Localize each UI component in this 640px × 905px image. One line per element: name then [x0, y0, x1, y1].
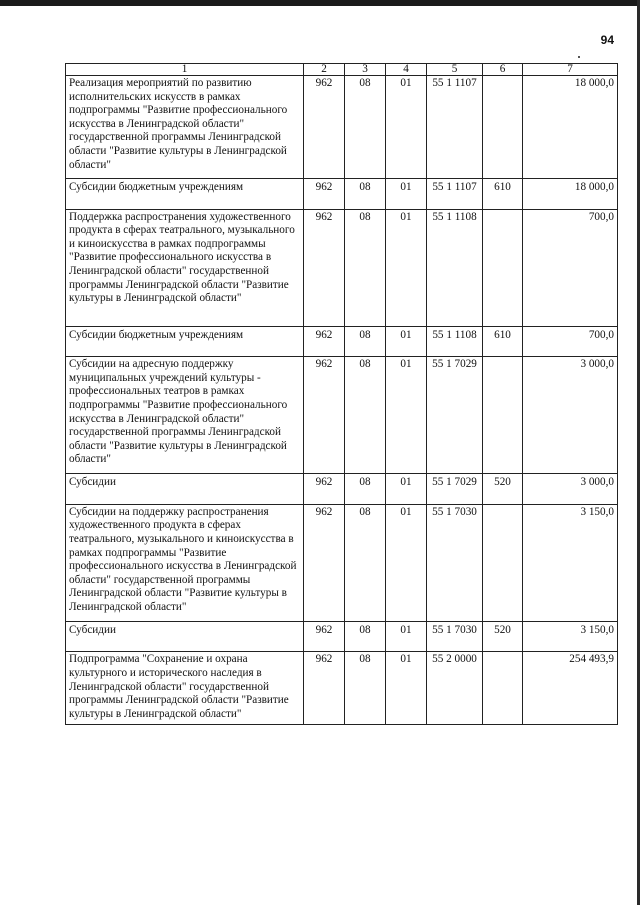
- cell-amount: 18 000,0: [523, 76, 618, 179]
- cell-subsection: 01: [386, 76, 427, 179]
- cell-section: 08: [345, 209, 386, 326]
- cell-section: 08: [345, 621, 386, 652]
- cell-expense-type: [483, 652, 523, 725]
- cell-section: 08: [345, 76, 386, 179]
- budget-table: [65, 63, 618, 725]
- table-row: [66, 326, 618, 357]
- cell-section: 08: [345, 326, 386, 357]
- row-name: Субсидии на поддержку распространения художественного продукта в сферах театрального, музыкального и киноискусства в рамках подпрограммы "Развитие профессионального искусства в Ленинградской области" государственной программы Ленинградской области "Развитие культуры в Ленинградской области": [66, 504, 304, 621]
- header-cell: 4: [386, 64, 427, 76]
- cell-target: 55 2 0000: [427, 652, 483, 725]
- table-row: [66, 652, 618, 725]
- cell-section: 08: [345, 474, 386, 505]
- cell-subsection: 01: [386, 326, 427, 357]
- cell-expense-type: [483, 209, 523, 326]
- cell-ministry: 962: [304, 474, 345, 505]
- table-row: [66, 621, 618, 652]
- scan-speck: [578, 56, 580, 58]
- cell-expense-type: 520: [483, 621, 523, 652]
- cell-ministry: 962: [304, 179, 345, 210]
- cell-subsection: 01: [386, 652, 427, 725]
- cell-section: 08: [345, 504, 386, 621]
- row-name: Субсидии: [66, 474, 304, 505]
- cell-ministry: 962: [304, 652, 345, 725]
- header-cell: 3: [345, 64, 386, 76]
- cell-ministry: 962: [304, 357, 345, 474]
- row-name: Поддержка распространения художественного продукта в сферах театрального, музыкального и киноискусства в рамках подпрограммы "Развитие профессионального искусства в Ленинградской области" государственной программы Ленинградской области "Развитие культуры в Ленинградской области": [66, 209, 304, 326]
- cell-target: 55 1 1107: [427, 76, 483, 179]
- cell-target: 55 1 7029: [427, 357, 483, 474]
- row-name: Подпрограмма "Сохранение и охрана культурного и исторического наследия в Ленинградской области" государственной программы Ленинградской области "Развитие культуры в Ленинградской области": [66, 652, 304, 725]
- cell-ministry: 962: [304, 621, 345, 652]
- row-name: Реализация мероприятий по развитию исполнительских искусств в рамках подпрограммы "Развитие профессионального искусства в Ленинградской области" государственной программы Ленинградской области "Развитие культуры в Ленинградской области": [66, 76, 304, 179]
- table-row: [66, 179, 618, 210]
- cell-section: 08: [345, 179, 386, 210]
- header-cell: 7: [523, 64, 618, 76]
- table-row: [66, 209, 618, 326]
- cell-amount: 700,0: [523, 326, 618, 357]
- table-row: [66, 504, 618, 621]
- header-row: [66, 64, 618, 76]
- cell-amount: 254 493,9: [523, 652, 618, 725]
- cell-expense-type: [483, 76, 523, 179]
- row-name: Субсидии на адресную поддержку муниципальных учреждений культуры - профессиональных театров в рамках подпрограммы "Развитие профессионального искусства в Ленинградской области" государственной программы Ленинградской области "Развитие культуры в Ленинградской области": [66, 357, 304, 474]
- header-cell: 1: [66, 64, 304, 76]
- cell-section: 08: [345, 357, 386, 474]
- header-cell: 2: [304, 64, 345, 76]
- cell-target: 55 1 7030: [427, 504, 483, 621]
- table-row: [66, 474, 618, 505]
- row-name: Субсидии: [66, 621, 304, 652]
- cell-section: 08: [345, 652, 386, 725]
- header-cell: 5: [427, 64, 483, 76]
- cell-ministry: 962: [304, 504, 345, 621]
- row-name: Субсидии бюджетным учреждениям: [66, 326, 304, 357]
- cell-amount: 3 000,0: [523, 474, 618, 505]
- cell-subsection: 01: [386, 621, 427, 652]
- cell-ministry: 962: [304, 76, 345, 179]
- cell-expense-type: [483, 504, 523, 621]
- cell-target: 55 1 1108: [427, 326, 483, 357]
- cell-target: 55 1 1107: [427, 179, 483, 210]
- page-number: 94: [600, 33, 614, 47]
- cell-expense-type: 610: [483, 326, 523, 357]
- row-name: Субсидии бюджетным учреждениям: [66, 179, 304, 210]
- cell-expense-type: 520: [483, 474, 523, 505]
- cell-expense-type: 610: [483, 179, 523, 210]
- cell-subsection: 01: [386, 179, 427, 210]
- cell-amount: 18 000,0: [523, 179, 618, 210]
- cell-subsection: 01: [386, 357, 427, 474]
- cell-ministry: 962: [304, 326, 345, 357]
- scan-edge-top: [0, 0, 640, 6]
- cell-target: 55 1 7029: [427, 474, 483, 505]
- table-row: [66, 357, 618, 474]
- header-cell: 6: [483, 64, 523, 76]
- cell-ministry: 962: [304, 209, 345, 326]
- cell-subsection: 01: [386, 474, 427, 505]
- cell-target: 55 1 1108: [427, 209, 483, 326]
- cell-subsection: 01: [386, 504, 427, 621]
- cell-amount: 3 150,0: [523, 621, 618, 652]
- cell-amount: 700,0: [523, 209, 618, 326]
- cell-amount: 3 000,0: [523, 357, 618, 474]
- cell-amount: 3 150,0: [523, 504, 618, 621]
- cell-expense-type: [483, 357, 523, 474]
- table-row: [66, 76, 618, 179]
- cell-target: 55 1 7030: [427, 621, 483, 652]
- cell-subsection: 01: [386, 209, 427, 326]
